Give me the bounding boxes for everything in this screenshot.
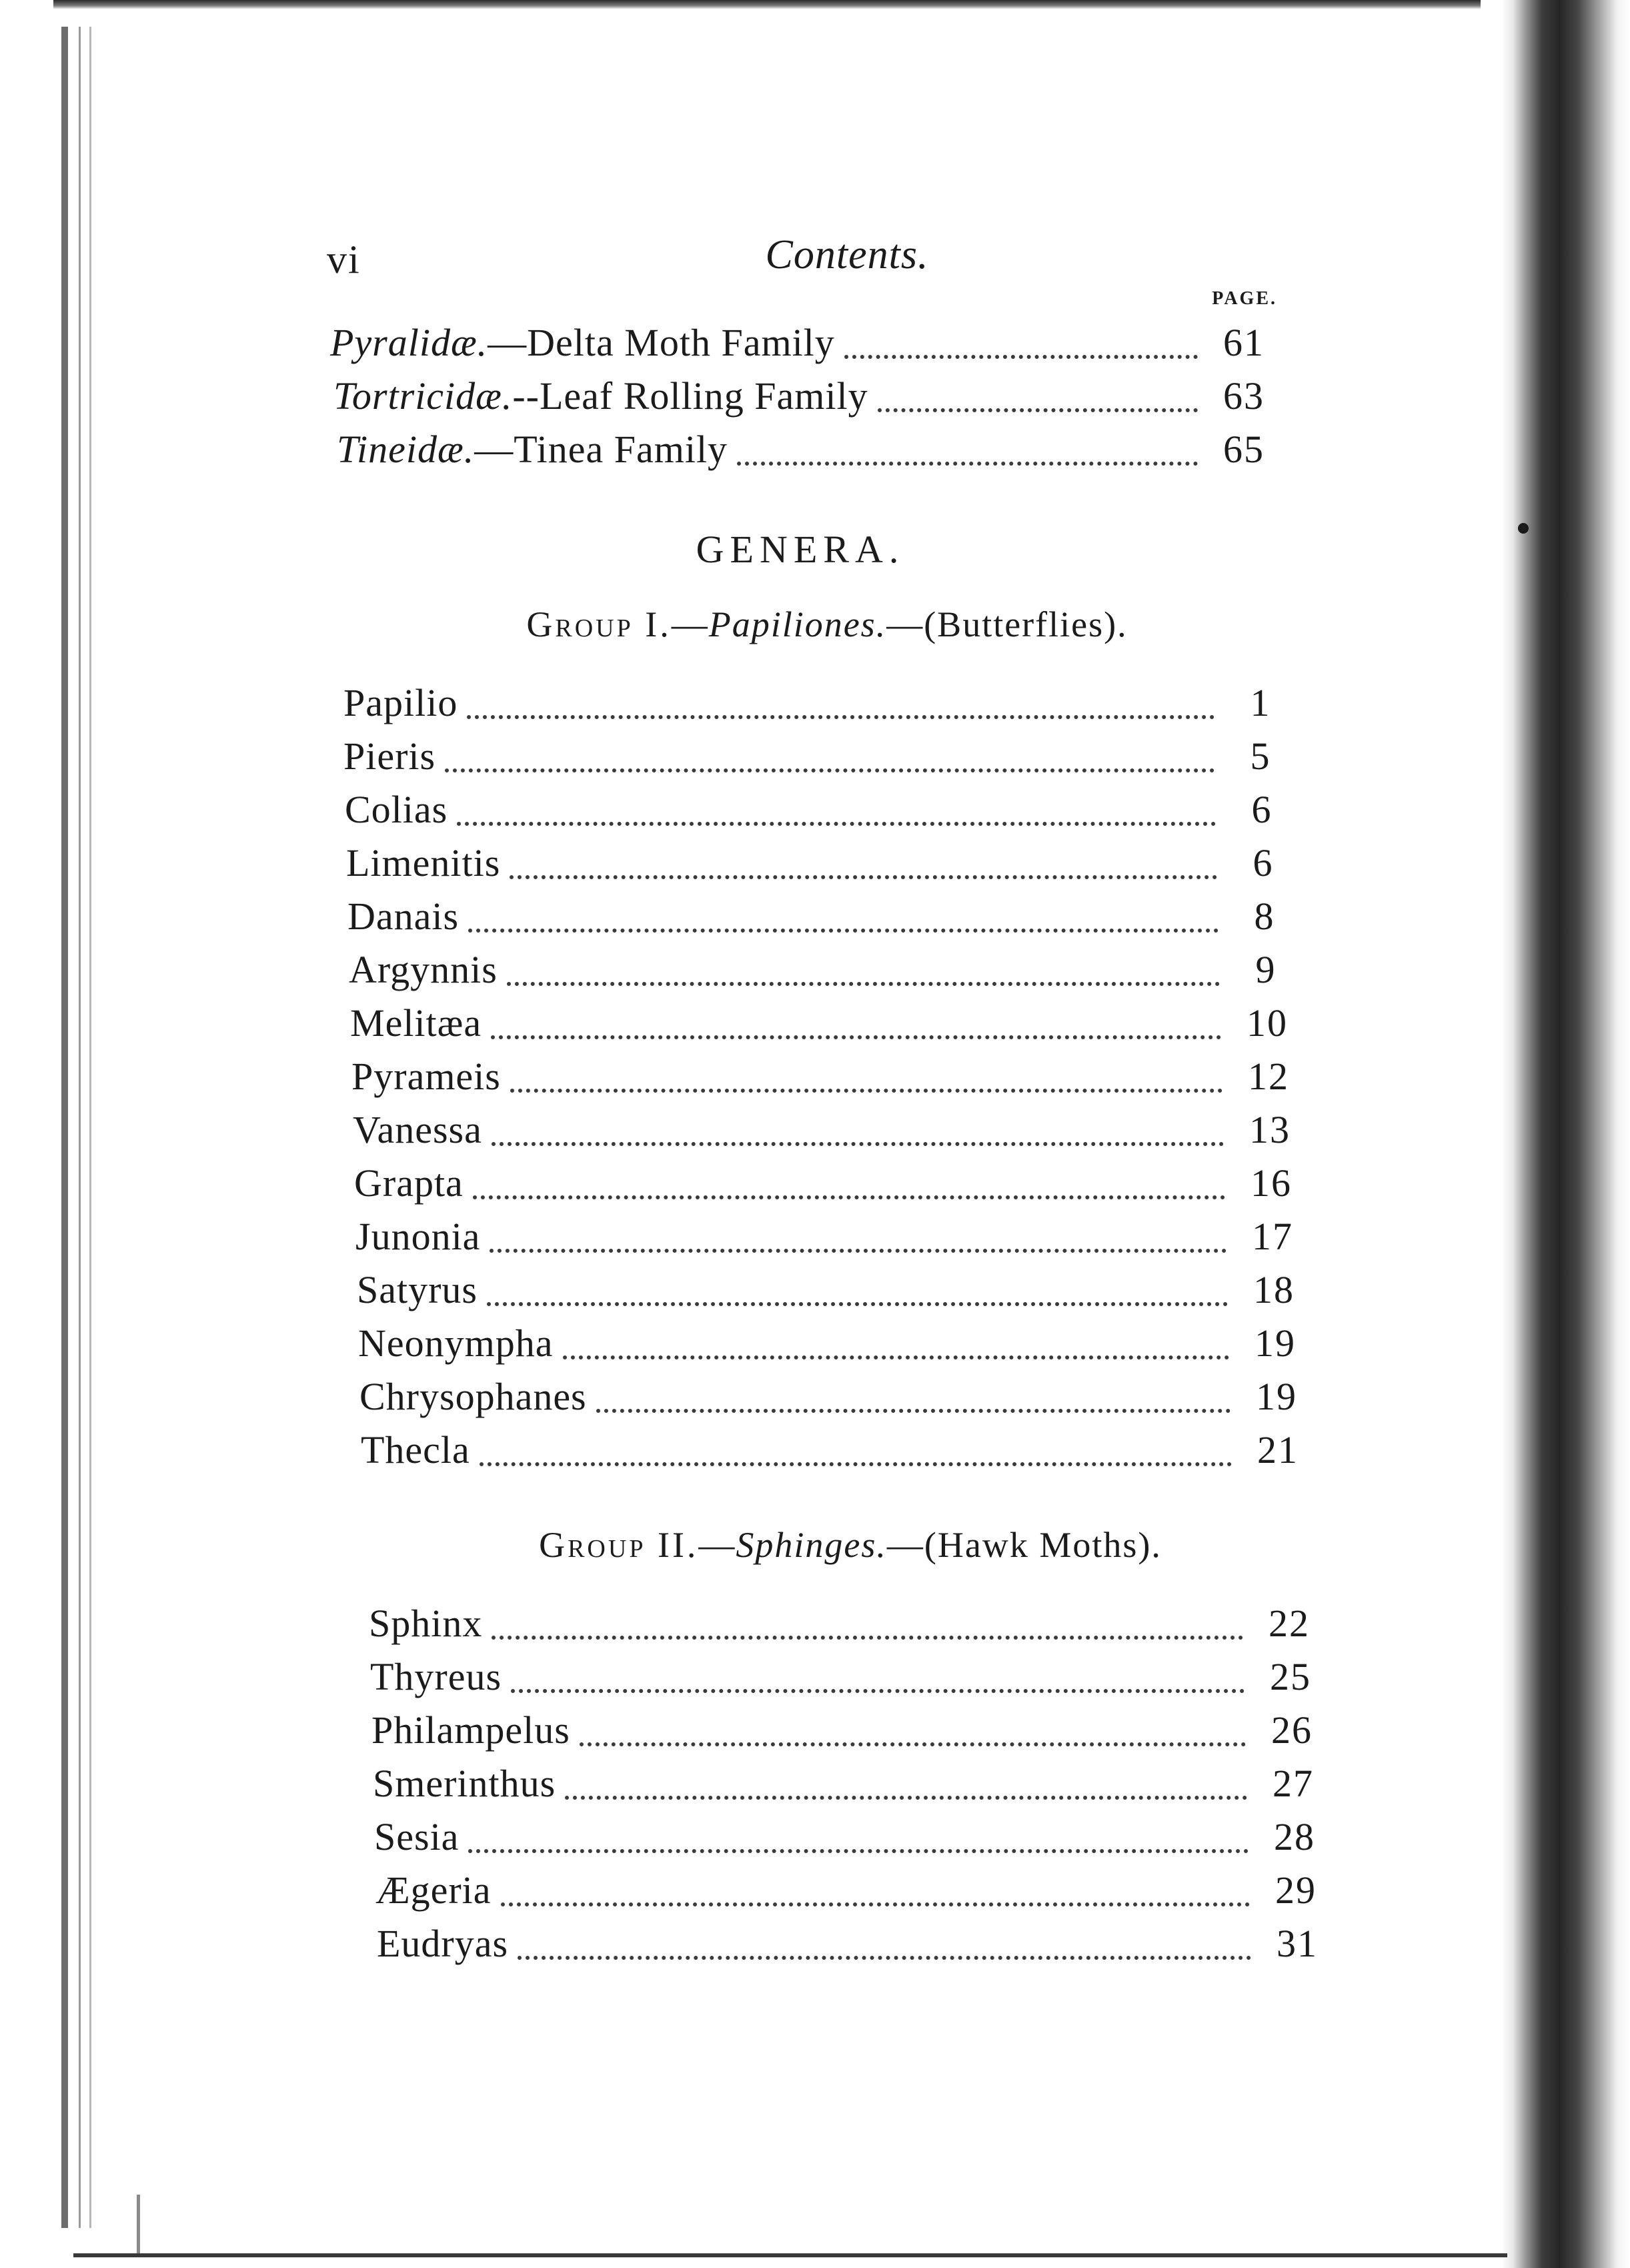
genus-name: Thyreus	[370, 1655, 502, 1698]
dot-leader	[487, 1301, 1228, 1306]
scan-edge-left-line	[79, 27, 81, 2228]
toc-entry-genus[interactable]	[345, 787, 1299, 839]
toc-entry-genus[interactable]	[349, 947, 1303, 999]
dot-leader	[511, 1688, 1245, 1693]
toc-entry-genus[interactable]	[354, 1161, 1308, 1213]
toc-page-number: 21	[1257, 1428, 1299, 1472]
dot-leader	[737, 460, 1198, 466]
toc-entry-genus[interactable]	[351, 1054, 1305, 1106]
group-english-name: —(Hawk Moths).	[886, 1525, 1162, 1565]
toc-entry-genus[interactable]	[377, 1921, 1334, 1973]
toc-entry-genus[interactable]	[350, 1001, 1304, 1053]
page-folio: vi	[327, 237, 361, 281]
toc-page-number: 65	[1223, 428, 1265, 471]
dot-leader	[480, 1461, 1232, 1466]
genus-name: Eudryas	[377, 1922, 509, 1965]
toc-entry-family[interactable]	[337, 427, 1281, 479]
dot-leader	[492, 1634, 1243, 1640]
group-dash: —	[671, 604, 709, 644]
toc-page-number: 18	[1253, 1268, 1295, 1311]
group-heading-2	[400, 1524, 1301, 1566]
family-english-name: —Delta Moth Family	[488, 321, 835, 364]
genus-name: Ægeria	[375, 1868, 492, 1912]
toc-entry-title	[337, 427, 728, 472]
toc-entry-genus[interactable]	[355, 1214, 1309, 1266]
toc-page-number: 27	[1273, 1762, 1314, 1805]
dot-leader	[468, 1848, 1249, 1853]
dot-leader	[491, 1034, 1221, 1039]
toc-entry-genus[interactable]	[369, 1601, 1326, 1653]
genus-name: Satyrus	[357, 1268, 478, 1311]
family-english-name: --Leaf Rolling Family	[512, 374, 868, 418]
scan-edge-top	[53, 0, 1481, 9]
toc-page-number: 12	[1248, 1055, 1289, 1098]
toc-page-number: 26	[1271, 1708, 1313, 1752]
group-english-name: —(Butterflies).	[886, 604, 1128, 644]
dot-leader	[596, 1407, 1231, 1413]
toc-entry-genus[interactable]	[361, 1428, 1315, 1480]
toc-entry-title	[330, 320, 835, 365]
toc-page-number: 13	[1249, 1108, 1291, 1151]
page-column-label: PAGE.	[1212, 288, 1277, 309]
toc-page-number: 8	[1254, 895, 1275, 938]
dot-leader	[510, 1087, 1222, 1093]
genus-name: Smerinthus	[373, 1762, 556, 1805]
scan-edge-bottom	[73, 2253, 1507, 2257]
toc-page-number: 28	[1274, 1815, 1315, 1858]
toc-entry-title	[333, 374, 868, 418]
genus-name: Grapta	[354, 1161, 464, 1205]
genus-name: Sphinx	[369, 1602, 483, 1645]
group-label: Group I.	[526, 604, 672, 644]
dot-leader	[565, 1794, 1247, 1800]
toc-entry-genus[interactable]	[343, 680, 1297, 732]
genus-name: Melitæa	[350, 1001, 482, 1045]
genus-name: Colias	[345, 788, 448, 831]
scan-edge-left-line	[89, 27, 91, 2228]
family-english-name: —Tinea Family	[474, 428, 728, 471]
group-latin-name: Sphinges.	[736, 1525, 887, 1565]
dot-leader	[580, 1741, 1246, 1746]
toc-entry-genus[interactable]	[353, 1107, 1307, 1159]
dot-leader	[844, 354, 1198, 359]
genus-name: Pyrameis	[351, 1055, 501, 1098]
toc-entry-family[interactable]	[333, 374, 1281, 426]
scan-edge-left	[61, 27, 68, 2228]
dot-leader	[507, 981, 1220, 986]
toc-page-number: 31	[1277, 1922, 1318, 1965]
group-heading-1	[373, 604, 1281, 645]
toc-entry-genus[interactable]	[346, 840, 1300, 893]
toc-page-number: 6	[1253, 841, 1274, 885]
toc-entry-genus[interactable]	[373, 1761, 1330, 1813]
scan-edge-binding-shadow	[1501, 0, 1630, 2268]
toc-page-number: 9	[1255, 948, 1277, 991]
section-heading-genera: GENERA.	[696, 528, 905, 571]
ink-spot	[1518, 523, 1529, 534]
toc-page-number: 29	[1275, 1868, 1317, 1912]
toc-entry-family[interactable]	[330, 320, 1281, 372]
group-dash: —	[698, 1525, 736, 1565]
toc-entry-genus[interactable]	[347, 894, 1301, 946]
toc-entry-genus[interactable]	[343, 734, 1297, 786]
family-latin-name: Tineidæ.	[337, 428, 475, 471]
genus-name: Sesia	[374, 1815, 460, 1858]
genus-name: Limenitis	[346, 841, 501, 885]
genus-name: Thecla	[361, 1428, 470, 1472]
toc-page-number: 17	[1252, 1215, 1293, 1258]
toc-page-number: 25	[1270, 1655, 1311, 1698]
genus-name: Chrysophanes	[359, 1375, 587, 1418]
dot-leader	[467, 714, 1214, 719]
group-latin-name: Papiliones.	[708, 604, 887, 644]
genus-name: Danais	[347, 895, 460, 938]
genus-name: Argynnis	[349, 948, 498, 991]
toc-entry-genus[interactable]	[359, 1374, 1313, 1426]
toc-page-number: 6	[1251, 788, 1273, 831]
dot-leader	[457, 820, 1216, 826]
genus-name: Papilio	[343, 681, 458, 724]
family-latin-name: Tortricidæ.	[333, 374, 513, 418]
dot-leader	[490, 1247, 1227, 1253]
dot-leader	[510, 874, 1217, 879]
running-head	[327, 232, 1301, 297]
toc-entry-genus[interactable]	[357, 1267, 1311, 1319]
genus-name: Pieris	[343, 734, 436, 778]
family-latin-name: Pyralidæ.	[330, 321, 488, 364]
toc-page-number: 16	[1251, 1161, 1292, 1205]
toc-entry-genus[interactable]	[371, 1708, 1329, 1760]
genus-name: Junonia	[355, 1215, 481, 1258]
dot-leader	[878, 407, 1198, 412]
toc-page-number: 22	[1269, 1602, 1310, 1645]
toc-entry-genus[interactable]	[370, 1654, 1327, 1706]
genus-name: Vanessa	[353, 1108, 482, 1151]
genus-name: Philampelus	[371, 1708, 570, 1752]
dot-leader	[492, 1141, 1224, 1146]
toc-page-number: 1	[1250, 681, 1271, 724]
toc-entry-genus[interactable]	[375, 1868, 1333, 1920]
dot-leader	[468, 927, 1218, 933]
dot-leader	[473, 1194, 1225, 1199]
toc-page-number: 5	[1250, 734, 1271, 778]
genus-name: Neonympha	[358, 1321, 554, 1365]
group-label: Group II.	[539, 1525, 699, 1565]
dot-leader	[445, 767, 1214, 772]
toc-entry-genus[interactable]	[358, 1321, 1312, 1373]
scan-edge-left-mark	[137, 2195, 140, 2255]
toc-page-number: 63	[1223, 374, 1265, 418]
toc-entry-genus[interactable]	[374, 1814, 1331, 1866]
toc-page-number: 19	[1256, 1375, 1297, 1418]
toc-page-number: 10	[1247, 1001, 1288, 1045]
toc-page-number: 19	[1255, 1321, 1296, 1365]
dot-leader	[563, 1354, 1230, 1359]
dot-leader	[501, 1901, 1251, 1906]
dot-leader	[518, 1954, 1251, 1960]
toc-page-number: 61	[1223, 321, 1265, 364]
running-head-title: Contents.	[765, 232, 929, 277]
